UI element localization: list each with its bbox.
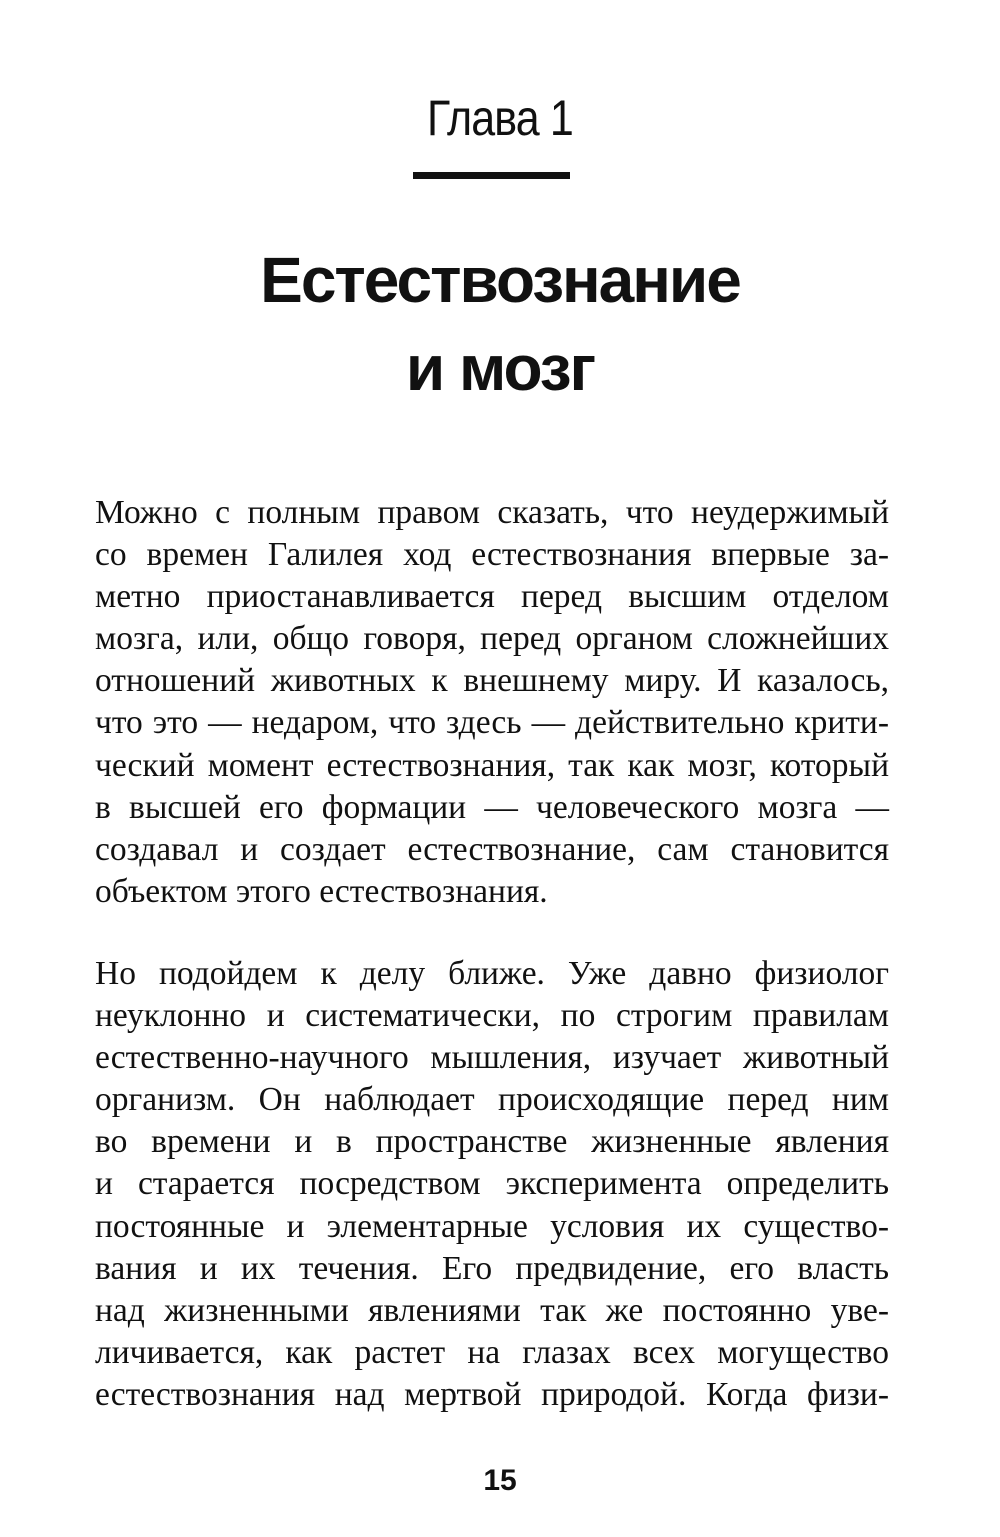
text-line: мозга, или, общо говоря, перед органом сложнейших bbox=[95, 620, 889, 658]
text-line: личивается, как растет на глазах всех могущество bbox=[95, 1333, 889, 1371]
chapter-divider bbox=[413, 172, 570, 179]
text-line: что это — недаром, что здесь — действительно крити- bbox=[95, 704, 889, 742]
text-line: объектом этого естествознания. bbox=[95, 872, 548, 910]
text-line: ческий момент естествознания, так как мозг, который bbox=[95, 746, 889, 784]
text-line: отношений животных к внешнему миру. И казалось, bbox=[95, 662, 889, 700]
text-line: вания и их течения. Его предвидение, его власть bbox=[95, 1249, 889, 1287]
chapter-label: Глава 1 bbox=[426, 90, 573, 146]
text-line: Можно с полным правом сказать, что неудержимый bbox=[95, 494, 889, 531]
text-line: в высшей его формации — человеческого мозга — bbox=[95, 788, 889, 826]
text-line: со времен Галилея ход естествознания впервые за- bbox=[95, 536, 889, 574]
text-line: над жизненными явлениями так же постоянно уве- bbox=[95, 1291, 889, 1329]
text-line: неуклонно и систематически, по строгим правилам bbox=[95, 997, 889, 1035]
text-line: создавал и создает естествознание, сам становится bbox=[95, 830, 889, 868]
chapter-title-line: Естествознание bbox=[260, 244, 740, 316]
text-line: и старается посредством эксперимента определить bbox=[95, 1165, 889, 1203]
text-line: Но подойдем к делу ближе. Уже давно физиолог bbox=[95, 955, 889, 992]
text-line: метно приостанавливается перед высшим отделом bbox=[95, 578, 889, 616]
chapter-title-line: и мозг bbox=[405, 332, 595, 404]
text-line: организм. Он наблюдает происходящие перед ним bbox=[95, 1081, 889, 1119]
text-line: постоянные и элементарные условия их существо- bbox=[95, 1207, 889, 1245]
paragraph-1 bbox=[95, 492, 889, 913]
chapter-title bbox=[0, 236, 1000, 412]
text-line: естествознания над мертвой природой. Когда физи- bbox=[95, 1375, 889, 1413]
text-line: естественно-научного мышления, изучает животный bbox=[95, 1039, 889, 1077]
text-line: во времени и в пространстве жизненные явления bbox=[95, 1123, 889, 1161]
paragraph-2 bbox=[95, 953, 889, 1416]
page-number: 15 bbox=[483, 1464, 517, 1497]
